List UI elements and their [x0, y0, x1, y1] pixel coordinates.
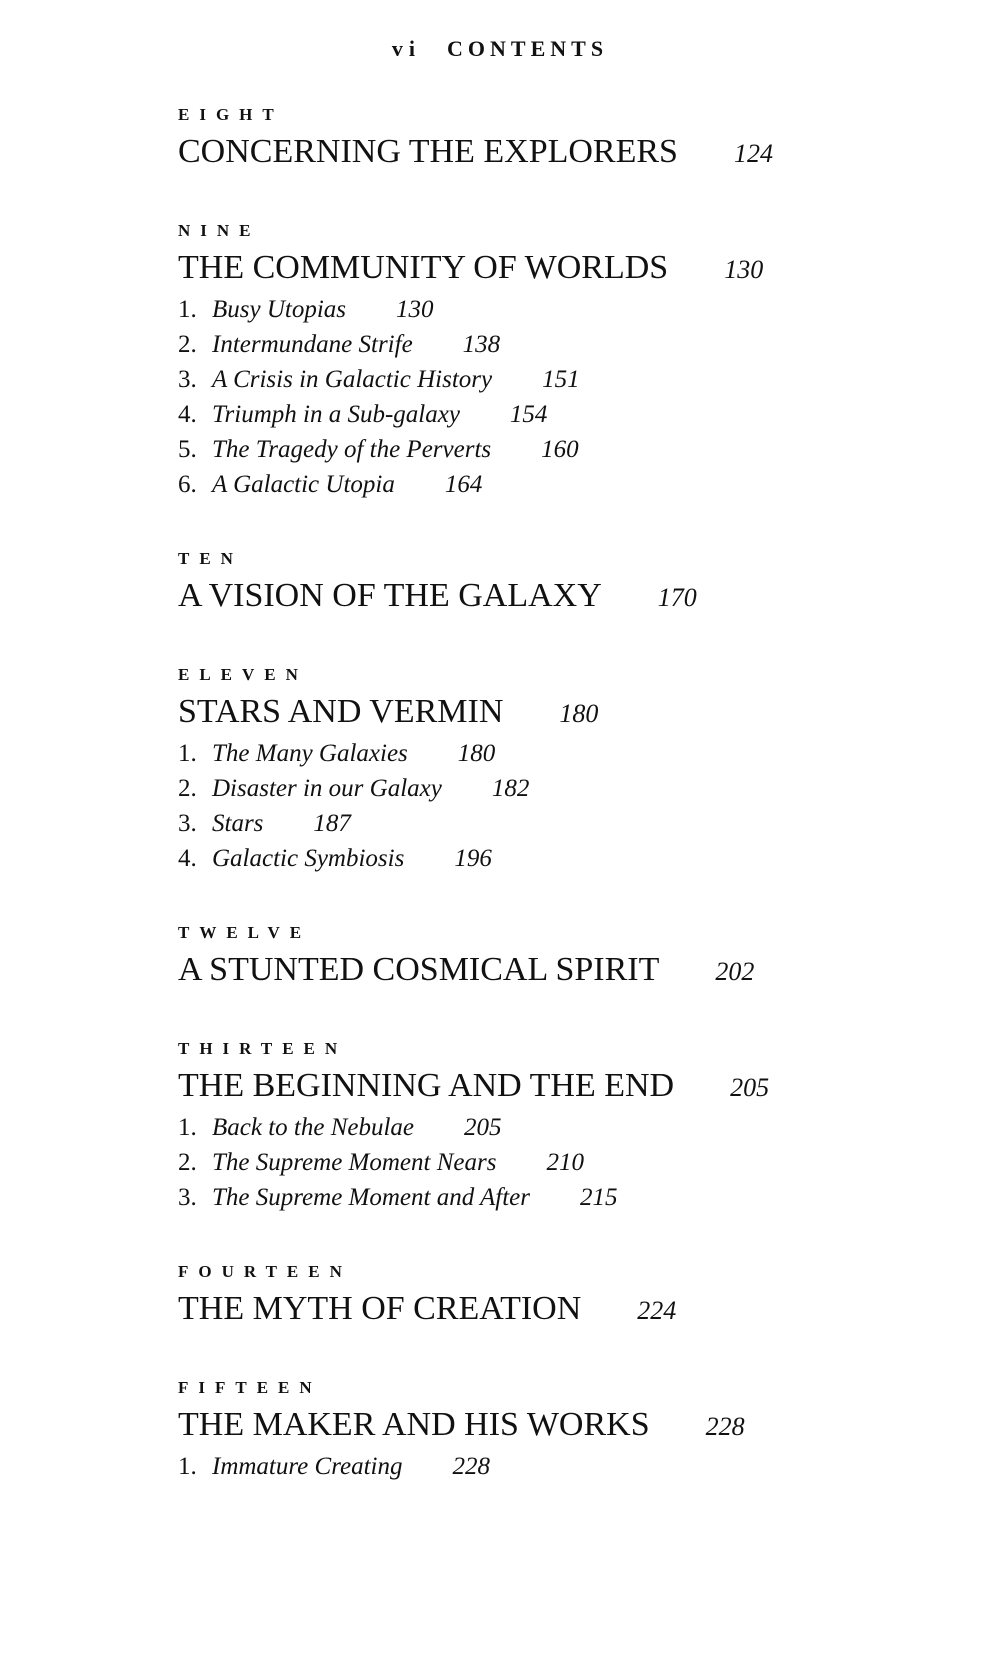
table-of-contents	[178, 104, 938, 1530]
section-page-number: 215	[580, 1184, 618, 1211]
section-number: 3.	[178, 366, 197, 393]
section-entry	[178, 432, 938, 467]
chapter-title: CONCERNING THE EXPLORERS	[178, 133, 678, 170]
section-entry	[178, 1145, 938, 1180]
chapter-number: FOURTEEN	[178, 1262, 352, 1281]
chapter-page-number: 228	[705, 1412, 745, 1441]
section-number: 5.	[178, 436, 197, 463]
section-entry	[178, 327, 938, 362]
section-entry	[178, 362, 938, 397]
section-number: 3.	[178, 1184, 197, 1211]
chapter-page-number: 205	[730, 1073, 770, 1102]
section-page-number: 130	[396, 296, 434, 323]
section-entry	[178, 1180, 938, 1215]
section-title: Intermundane Strife	[212, 331, 413, 358]
page-folio: vi	[391, 36, 422, 61]
section-number: 1.	[178, 1114, 197, 1141]
chapter-title-row	[178, 950, 938, 992]
section-title: Back to the Nebulae	[212, 1114, 415, 1141]
section-entry	[178, 736, 938, 771]
section-list	[178, 292, 938, 502]
section-page-number: 187	[313, 810, 351, 837]
chapter-title-row	[178, 1066, 938, 1108]
chapter-page-number: 202	[715, 957, 755, 986]
section-list	[178, 736, 938, 876]
section-page-number: 138	[462, 331, 501, 358]
chapter-title: A VISION OF THE GALAXY	[178, 577, 602, 614]
section-title: The Many Galaxies	[212, 740, 408, 767]
section-number: 1.	[178, 740, 197, 767]
chapter-entry	[178, 548, 938, 618]
section-entry	[178, 1110, 938, 1145]
chapter-title-row	[178, 248, 938, 290]
chapter-title: THE MYTH OF CREATION	[178, 1290, 582, 1327]
section-title: Stars	[212, 810, 264, 837]
section-page-number: 196	[454, 845, 492, 872]
section-number: 2.	[178, 1149, 197, 1176]
section-number: 4.	[178, 845, 197, 872]
section-page-number: 228	[452, 1453, 490, 1480]
chapter-number: FIFTEEN	[178, 1378, 322, 1397]
chapter-number: THIRTEEN	[178, 1039, 348, 1058]
section-entry	[178, 841, 938, 876]
section-title: Galactic Symbiosis	[212, 845, 405, 872]
chapter-title-row	[178, 692, 938, 734]
section-title: Triumph in a Sub-galaxy	[212, 401, 460, 428]
chapter-page-number: 180	[559, 699, 599, 728]
section-number: 6.	[178, 471, 197, 498]
chapter-number: NINE	[178, 221, 261, 240]
section-page-number: 160	[541, 436, 579, 463]
section-entry	[178, 771, 938, 806]
section-title: The Tragedy of the Perverts	[212, 436, 492, 463]
section-entry	[178, 292, 938, 327]
chapter-title-row	[178, 1405, 938, 1447]
section-list	[178, 1110, 938, 1215]
chapter-page-number: 130	[724, 255, 764, 284]
chapter-entry	[178, 220, 938, 502]
chapter-title: STARS AND VERMIN	[178, 693, 504, 730]
section-page-number: 182	[491, 775, 530, 802]
chapter-page-number: 170	[657, 583, 697, 612]
chapter-entry	[178, 1038, 938, 1215]
chapter-title: THE MAKER AND HIS WORKS	[178, 1406, 650, 1443]
section-page-number: 205	[464, 1114, 502, 1141]
chapter-title-row	[178, 576, 938, 618]
section-title: A Galactic Utopia	[212, 471, 395, 498]
section-entry	[178, 806, 938, 841]
chapter-number: TWELVE	[178, 923, 312, 942]
chapter-entry	[178, 1377, 938, 1484]
section-list	[178, 1449, 938, 1484]
section-number: 4.	[178, 401, 197, 428]
section-number: 2.	[178, 775, 197, 802]
section-number: 3.	[178, 810, 197, 837]
section-entry	[178, 397, 938, 432]
chapter-title-row	[178, 132, 938, 174]
section-page-number: 164	[444, 471, 483, 498]
chapter-number: TEN	[178, 549, 243, 568]
section-title: The Supreme Moment Nears	[212, 1149, 497, 1176]
chapter-entry	[178, 104, 938, 174]
section-title: A Crisis in Galactic History	[212, 366, 493, 393]
chapter-number: EIGHT	[178, 105, 284, 124]
section-title: Immature Creating	[212, 1453, 403, 1480]
section-number: 1.	[178, 1453, 197, 1480]
section-page-number: 210	[546, 1149, 584, 1176]
section-page-number: 180	[457, 740, 496, 767]
section-entry	[178, 467, 938, 502]
section-number: 2.	[178, 331, 197, 358]
section-title: Disaster in our Galaxy	[212, 775, 442, 802]
section-page-number: 151	[542, 366, 580, 393]
chapter-title: THE BEGINNING AND THE END	[178, 1067, 675, 1104]
chapter-page-number: 124	[733, 139, 773, 168]
chapter-entry	[178, 922, 938, 992]
chapter-entry	[178, 1261, 938, 1331]
chapter-number: ELEVEN	[178, 665, 308, 684]
chapter-title-row	[178, 1289, 938, 1331]
chapter-entry	[178, 664, 938, 876]
section-page-number: 154	[509, 401, 548, 428]
running-head	[0, 36, 1000, 62]
section-entry	[178, 1449, 938, 1484]
section-title: The Supreme Moment and After	[212, 1184, 531, 1211]
running-head-title: CONTENTS	[447, 36, 609, 61]
chapter-page-number: 224	[637, 1296, 677, 1325]
chapter-title: A STUNTED COSMICAL SPIRIT	[178, 951, 660, 988]
section-title: Busy Utopias	[212, 296, 347, 323]
chapter-title: THE COMMUNITY OF WORLDS	[178, 249, 669, 286]
section-number: 1.	[178, 296, 197, 323]
